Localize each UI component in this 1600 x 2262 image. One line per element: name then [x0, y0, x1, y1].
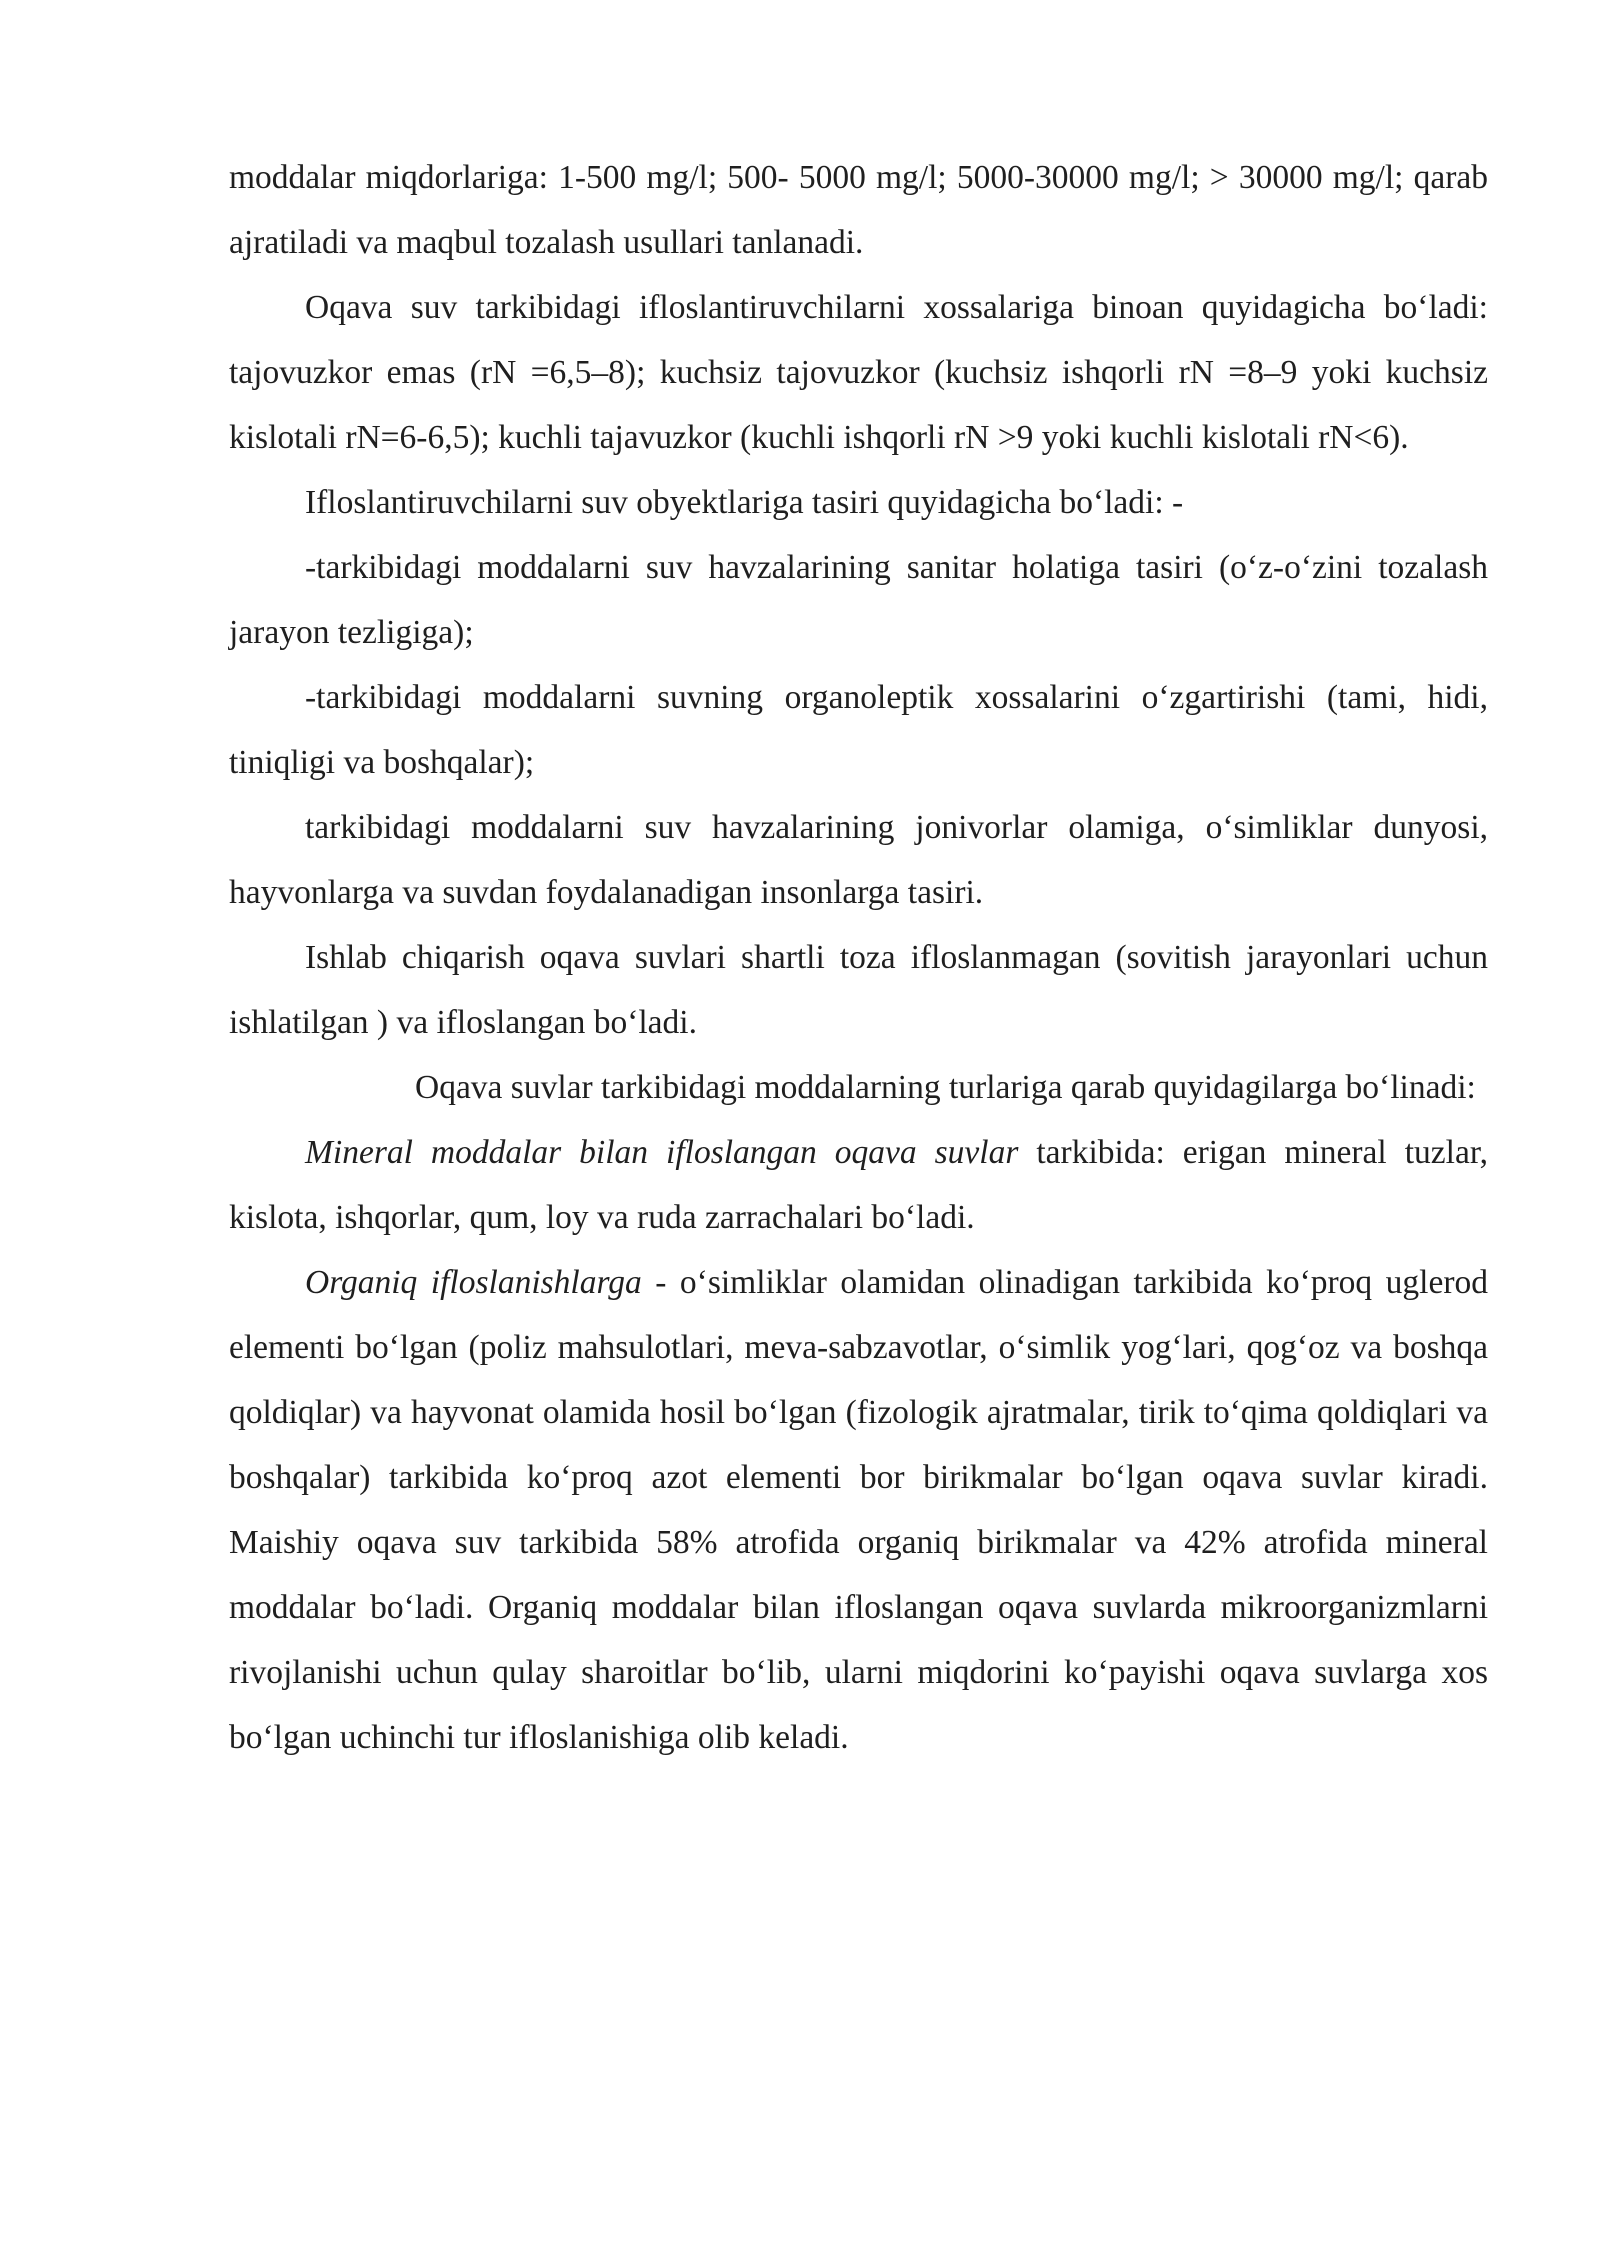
- paragraph-classification-intro: Oqava suvlar tarkibidagi moddalarning turlariga qarab quyidagilarga boʻlinadi:: [415, 1069, 1476, 1106]
- paragraph-aggressiveness: Oqava suv tarkibidagi ifloslantiruvchilarni xossalariga binoan quyidagicha boʻladi: tajovuzkor emas (rN =6,5–8); kuchsiz tajovuzkor (kuchsiz ishqorli rN =8–9 yoki kuchsiz kislotali rN=6-6,5); kuchli tajavuzkor (kuchli ishqorli rN >9 yoki kuchli kislotali rN<6).: [229, 289, 1488, 456]
- mineral-pollution-text: tarkibida: erigan mineral tuzlar, kislota, ishqorlar, qum, loy va ruda zarrachalari boʻladi.: [229, 1134, 1489, 1236]
- paragraph-effect-organoleptic: -tarkibidagi moddalarni suvning organoleptik xossalarini oʻzgartirishi (tami, hidi, tiniqligi va boshqalar);: [229, 679, 1488, 781]
- paragraph-effect-fauna-flora: tarkibidagi moddalarni suv havzalarining jonivorlar olamiga, oʻsimliklar dunyosi, hayvonlarga va suvdan foydalanadigan insonlarga tasiri.: [229, 809, 1488, 911]
- term-organic-pollution: Organiq ifloslanishlarga: [305, 1264, 642, 1301]
- paragraph-industrial-wastewater: Ishlab chiqarish oqava suvlari shartli toza ifloslanmagan (sovitish jarayonlari uchun ishlatilgan ) va ifloslangan boʻladi.: [229, 939, 1488, 1041]
- term-mineral-pollution: Mineral moddalar bilan ifloslangan oqava suvlar: [305, 1134, 1019, 1171]
- paragraph-organic-pollution: [229, 1250, 1488, 1770]
- paragraph-pollutant-quantities: moddalar miqdorlariga: 1-500 mg/l; 500- 5000 mg/l; 5000-30000 mg/l; > 30000 mg/l; qarab ajratiladi va maqbul tozalash usullari tanlanadi.: [229, 159, 1488, 261]
- organic-pollution-text: - oʻsimliklar olamidan olinadigan tarkibida koʻproq uglerod elementi boʻlgan (poliz mahsulotlari, meva-sabzavotlar, oʻsimlik yogʻlari, qogʻoz va boshqa qoldiqlar) va hayvonat olamida hosil boʻlgan (fizologik ajratmalar, tirik toʻqima qoldiqlari va boshqalar) tarkibida koʻproq azot elementi bor birikmalar boʻlgan oqava suvlar kiradi. Maishiy oqava suv tarkibida 58% atrofida organiq birikmalar va 42% atrofida mineral moddalar boʻladi. Organiq moddalar bilan ifloslangan oqava suvlarda mikroorganizmlarni rivojlanishi uchun qulay sharoitlar boʻlib, ularni miqdorini koʻpayishi oqava suvlarga xos boʻlgan uchinchi tur ifloslanishiga olib keladi.: [229, 1264, 1488, 1756]
- paragraph-effects-intro: Ifloslantiruvchilarni suv obyektlariga tasiri quyidagicha boʻladi: -: [305, 484, 1184, 521]
- document-page: [229, 145, 1488, 1770]
- paragraph-effect-sanitary: -tarkibidagi moddalarni suv havzalarining sanitar holatiga tasiri (oʻz-oʻzini tozalash jarayon tezligiga);: [229, 549, 1488, 651]
- paragraph-mineral-pollution: [229, 1120, 1488, 1250]
